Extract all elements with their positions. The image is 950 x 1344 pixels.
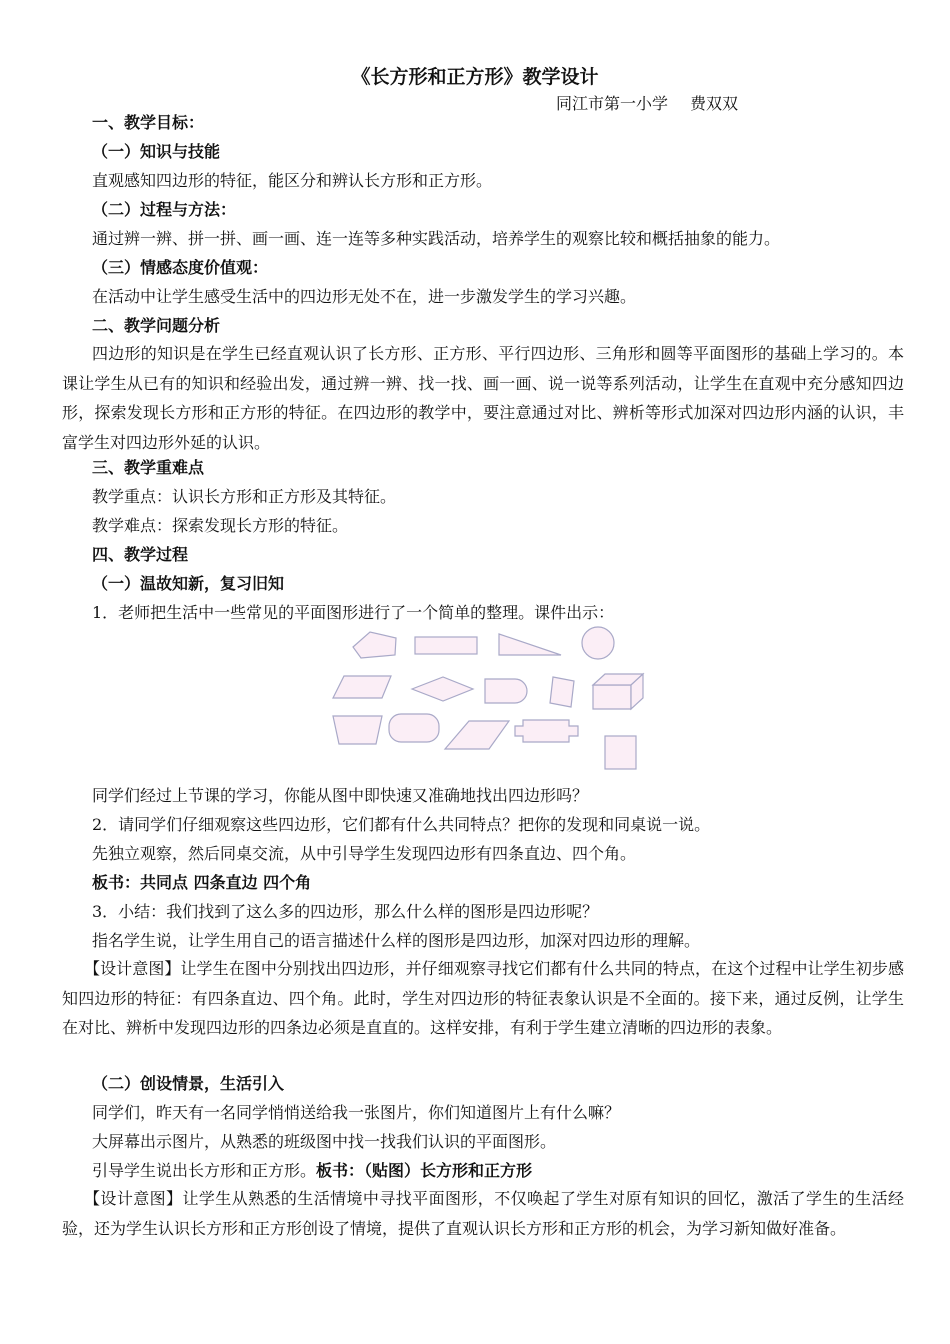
text-line: 先独立观察，然后同桌交流，从中引导学生发现四边形有四条直边、四个角。 [92,844,637,863]
board-note-inline: 板书：（贴图）长方形和正方形 [316,1161,533,1180]
pentagon-shape [353,632,396,658]
rhombus-shape [412,677,473,701]
quadrilateral-shape [550,677,574,707]
text-fragment: 引导学生说出长方形和正方形。 [92,1161,317,1180]
text-line: 1．老师把生活中一些常见的平面图形进行了一个简单的整理。课件出示： [92,603,615,622]
subheading-review: （一）温故知新，复习旧知 [92,574,285,593]
shapes-figure [325,625,655,773]
long-rectangle-shape [415,637,477,654]
heading-key-points: 三、教学重难点 [92,458,205,477]
heading-teaching-process: 四、教学过程 [92,545,189,564]
subheading-knowledge: （一）知识与技能 [92,142,221,161]
heading-teaching-goals: 一、教学目标： [92,113,205,132]
paragraph-design-intent-2: 【设计意图】让学生从熟悉的生活情境中寻找平面图形，不仅唤起了学生对原有知识的回忆，激活了学生的生活经验，还为学生认识长方形和正方形创设了情境，提供了直观认识长方形和正方形的机会，为学习新知做好准备。 [62,1189,904,1238]
subheading-emotion: （三）情感态度价值观： [92,258,269,277]
triangle-shape [499,634,561,655]
board-note: 板书：共同点 四条直边 四个角 [92,873,312,892]
school-name: 同江市第一小学 [556,94,669,113]
parallelogram-shape [333,676,391,698]
semicircle-rectangle-shape [485,679,527,703]
text-line: 在活动中让学生感受生活中的四边形无处不在，进一步激发学生的学习兴趣。 [92,287,637,306]
text-line: 大屏幕出示图片，从熟悉的班级图中找一找我们认识的平面图形。 [92,1132,557,1151]
subheading-scenario: （二）创设情景，生活引入 [92,1074,285,1093]
square-shape [605,736,636,769]
trapezoid-shape [333,716,382,744]
text-line: 直观感知四边形的特征，能区分和辨认长方形和正方形。 [92,171,493,190]
heading-problem-analysis: 二、教学问题分析 [92,316,221,335]
cross-shape [515,720,578,742]
paragraph-design-intent-1: 【设计意图】让学生在图中分别找出四边形，并仔细观察寻找它们都有什么共同的特点，在这个过程中让学生初步感知四边形的特征：有四条直边、四个角。此时，学生对四边形的特征表象认识是不全面的。接下来，通过反例，让学生在对比、辨析中发现四边形的四条边必须是直直的。这样安排，有利于学生建立清晰的四边形的表象。 [62,959,904,1037]
rounded-rectangle-shape [389,714,439,742]
text-line: 通过辨一辨、拼一拼、画一画、连一连等多种实践活动，培养学生的观察比较和概括抽象的能力。 [92,229,781,248]
text-line: 教学重点：认识长方形和正方形及其特征。 [92,487,397,506]
text-line [92,1156,932,1185]
text-line: 同学们经过上节课的学习，你能从图中即快速又准确地找出四边形吗？ [92,786,589,805]
cube-front [593,685,631,709]
paragraph-analysis: 四边形的知识是在学生已经直观认识了长方形、正方形、平行四边形、三角形和圆等平面图形的基础上学习的。本课让学生从已有的知识和经验出发，通过辨一辨、找一找、画一画、说一说等系列活动，让学生在直观中充分感知四边形，探索发现长方形和正方形的特征。在四边形的教学中，要注意通过对比、辨析等形式加深对四边形内涵的认识，丰富学生对四边形外延的认识。 [62,344,904,452]
text-line: 指名学生说，让学生用自己的语言描述什么样的图形是四边形，加深对四边形的理解。 [92,931,701,950]
text-line: 同学们，昨天有一名同学悄悄送给我一张图片，你们知道图片上有什么嘛？ [92,1103,621,1122]
circle-shape [582,627,614,659]
parallelogram-shape-2 [445,721,509,749]
text-line: 3．小结：我们找到了这么多的四边形，那么什么样的图形是四边形呢？ [92,902,599,921]
text-line: 教学难点：探索发现长方形的特征。 [92,516,349,535]
author-name: 费双双 [690,94,739,113]
subheading-process: （二）过程与方法： [92,200,237,219]
document-title: 《长方形和正方形》教学设计 [351,66,599,88]
text-line: 2．请同学们仔细观察这些四边形，它们都有什么共同特点？把你的发现和同桌说一说。 [92,815,711,834]
